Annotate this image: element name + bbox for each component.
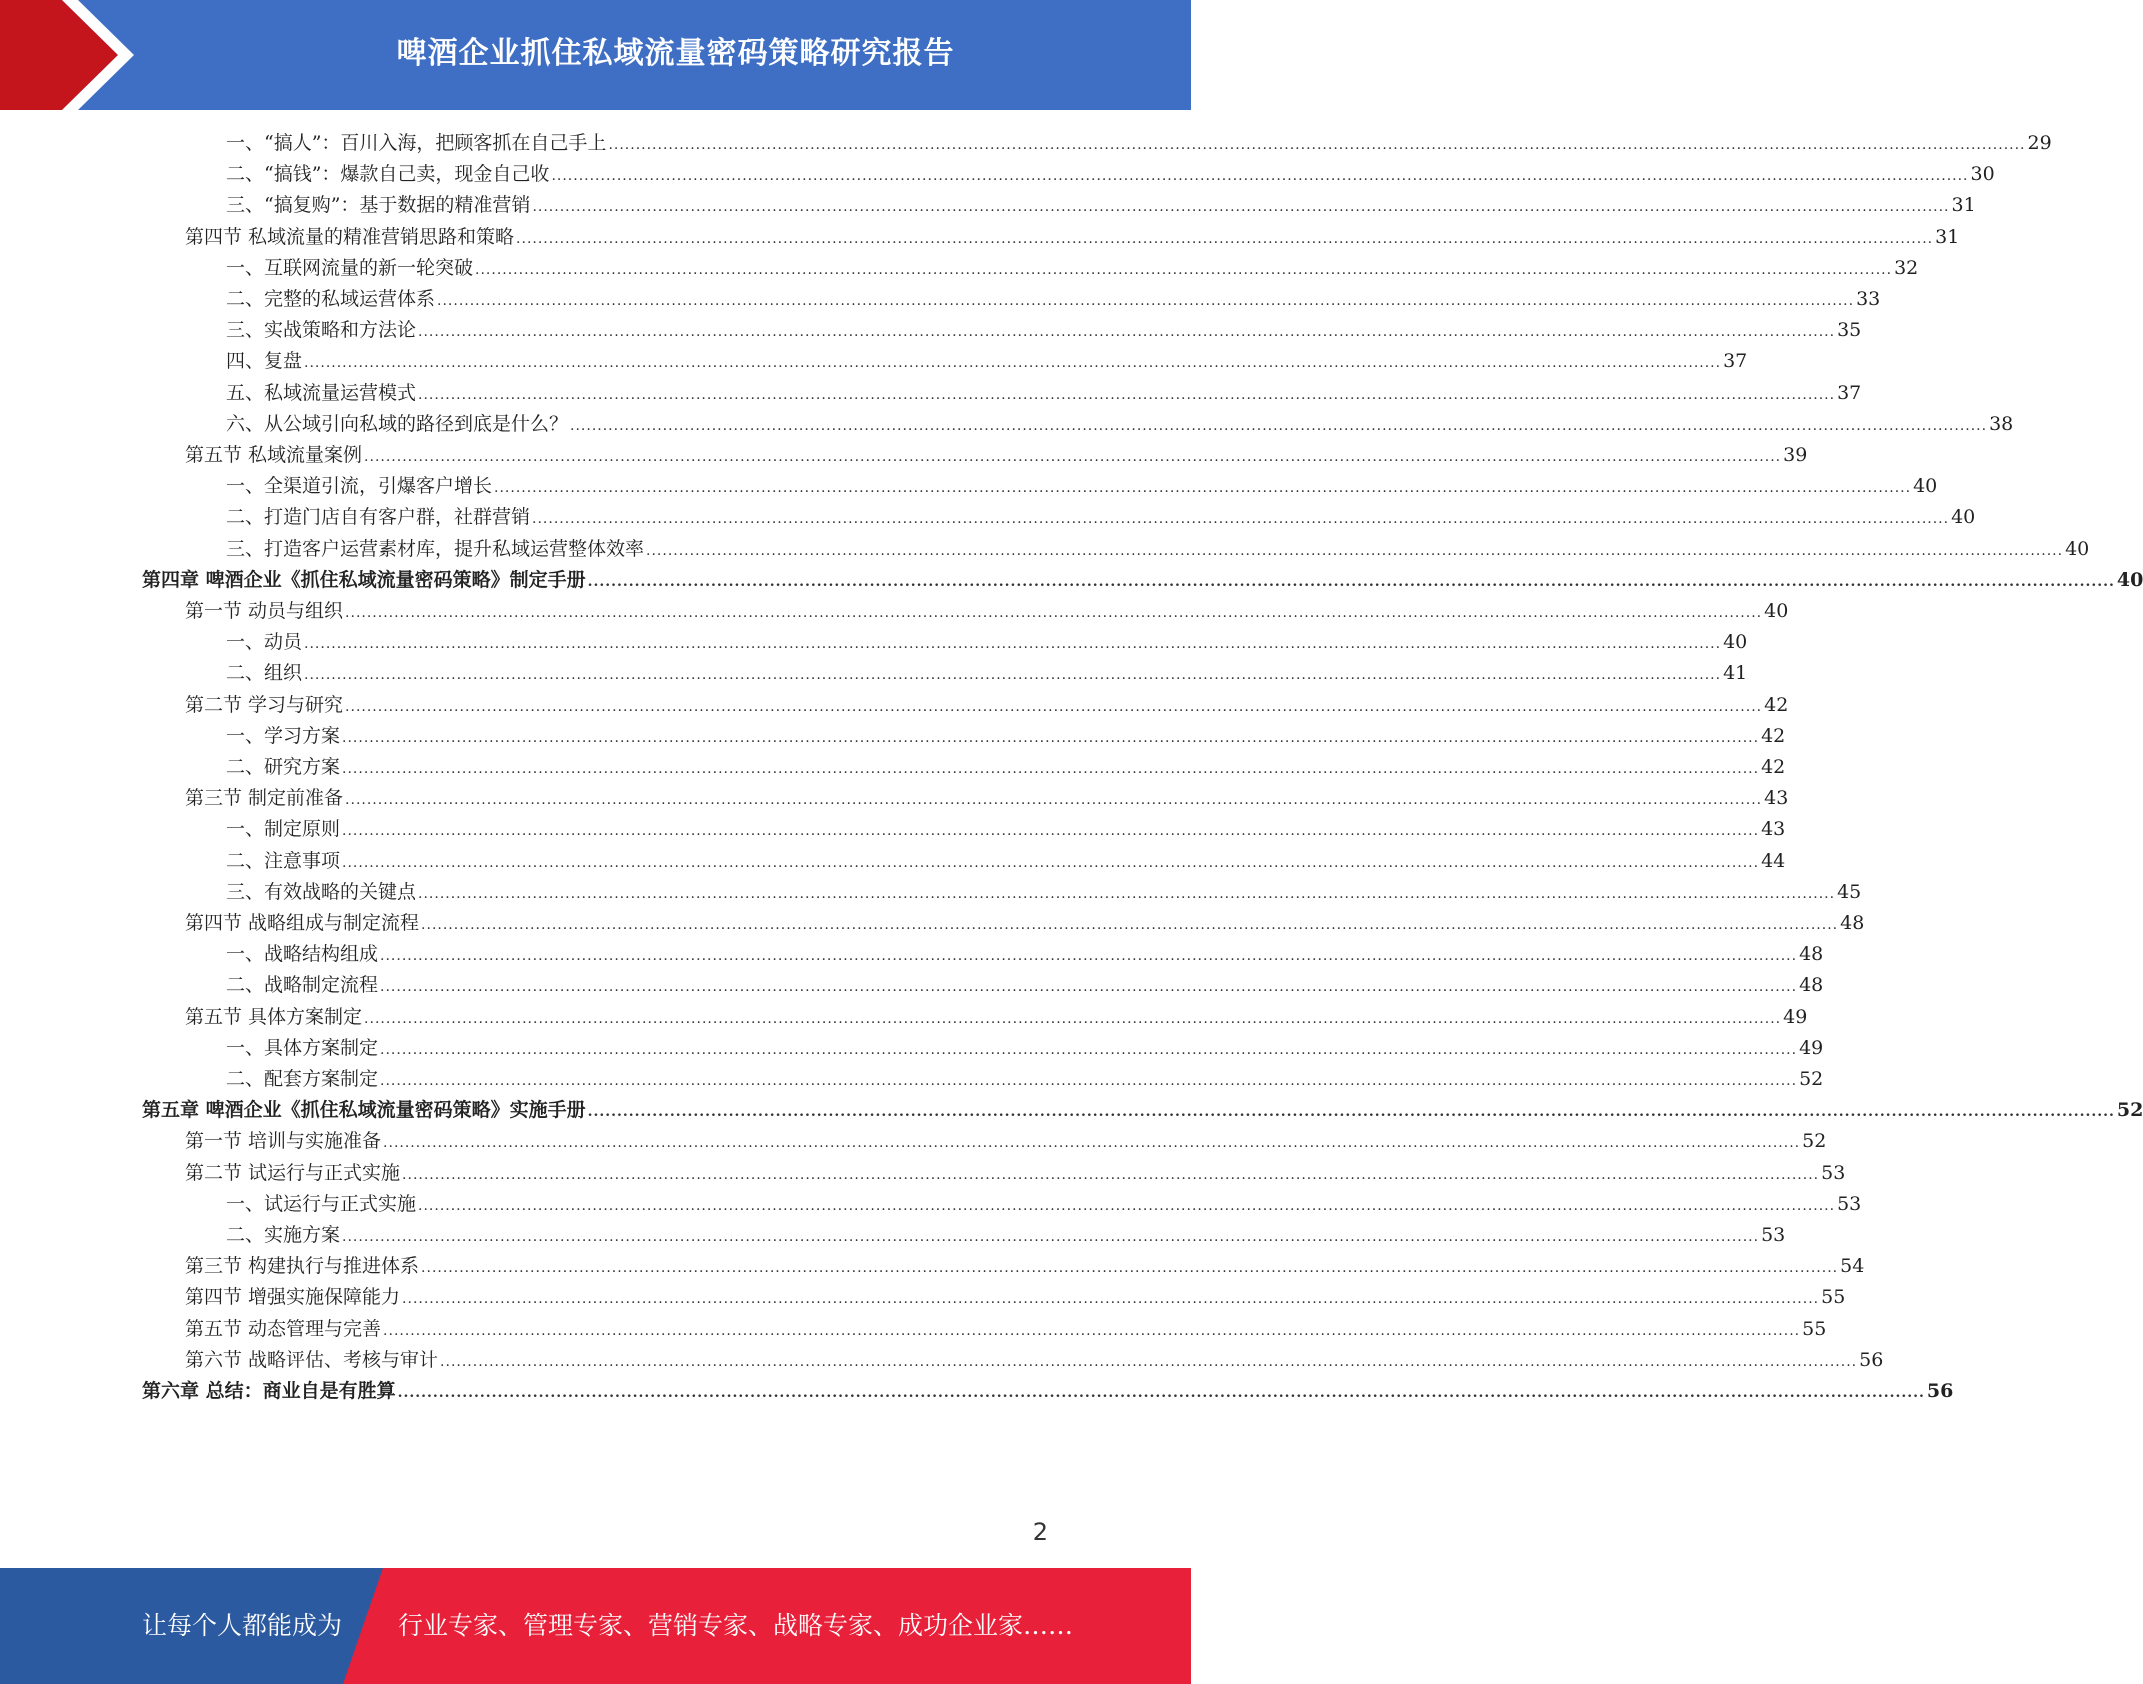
toc-dot-leader: .................................................................................................................................................................................................................................................................... [421, 917, 1839, 933]
toc-dot-leader: .................................................................................................................................................................................................................................................................... [532, 511, 1950, 528]
toc-entry-page: 31 [1935, 225, 1960, 248]
toc-entry-page: 29 [2027, 132, 2052, 154]
toc-entry[interactable] [226, 128, 2052, 159]
toc-dot-leader: .................................................................................................................................................................................................................................................................... [402, 1291, 1820, 1308]
toc-dot-leader: .................................................................................................................................................................................................................................................................... [418, 1197, 1836, 1214]
toc-entry-page: 32 [1894, 256, 1919, 279]
toc-entry-page: 55 [1802, 1317, 1827, 1340]
toc-entry-page: 42 [1761, 756, 1786, 778]
toc-dot-leader: .................................................................................................................................................................................................................................................................... [587, 1104, 2115, 1121]
toc-entry[interactable] [142, 1095, 2143, 1126]
toc-entry-title: 五、私域流量运营模式 [226, 381, 417, 404]
toc-entry-page: 52 [1799, 1068, 1824, 1090]
toc-entry-title: 一、全渠道引流，引爆客户增长 [226, 475, 493, 498]
toc-dot-leader: .................................................................................................................................................................................................................................................................... [342, 854, 1760, 871]
toc-entry-page: 37 [1837, 381, 1862, 404]
toc-entry-page: 35 [1837, 319, 1862, 342]
toc-entry-title: 二、组织 [226, 662, 303, 685]
toc-entry-page: 53 [1837, 1192, 1862, 1215]
footer-slogan-right: 行业专家、管理专家、营销专家、战略专家、成功企业家…… [398, 1611, 1074, 1640]
toc-entry-title: 第五节 动态管理与完善 [185, 1317, 382, 1340]
toc-entry-page: 56 [1926, 1380, 1954, 1402]
toc-entry[interactable] [226, 502, 1976, 533]
toc-entry[interactable] [185, 1126, 1827, 1157]
toc-entry-title: 一、“搞人”：百川入海，把顾客抓在自己手上 [226, 132, 607, 154]
toc-entry[interactable] [226, 939, 1824, 970]
page-footer [0, 1568, 1191, 1684]
toc-dot-leader: .................................................................................................................................................................................................................................................................... [570, 417, 1988, 434]
toc-entry-page: 53 [1821, 1161, 1846, 1184]
toc-entry[interactable] [226, 752, 1786, 783]
toc-entry-page: 52 [2116, 1099, 2143, 1122]
toc-entry[interactable] [226, 284, 1881, 315]
toc-entry-page: 56 [1859, 1348, 1884, 1371]
toc-entry-page: 49 [1799, 1036, 1824, 1059]
toc-entry[interactable] [185, 440, 1808, 471]
toc-entry-page: 52 [1802, 1130, 1827, 1153]
toc-entry-title: 第一节 动员与组织 [185, 600, 344, 622]
toc-entry-title: 三、实战策略和方法论 [226, 319, 417, 342]
toc-entry[interactable] [226, 409, 2014, 440]
toc-dot-leader: .................................................................................................................................................................................................................................................................... [551, 168, 1969, 185]
toc-entry-title: 一、动员 [226, 631, 303, 654]
toc-entry-page: 53 [1761, 1224, 1786, 1246]
toc-dot-leader: .................................................................................................................................................................................................................................................................... [494, 480, 1912, 497]
toc-entry-title: 一、试运行与正式实施 [226, 1192, 417, 1215]
toc-entry-title: 二、打造门店自有客户群，社群营销 [226, 506, 531, 529]
toc-entry-page: 45 [1837, 880, 1862, 903]
toc-entry[interactable] [226, 658, 1748, 689]
toc-entry[interactable] [185, 690, 1789, 721]
toc-entry[interactable] [185, 908, 1865, 939]
toc-entry-title: 第三节 制定前准备 [185, 787, 344, 810]
toc-entry-title: 三、打造客户运营素材库，提升私域运营整体效率 [226, 537, 645, 560]
toc-entry-title: 二、实施方案 [226, 1224, 341, 1246]
toc-dot-leader: .................................................................................................................................................................................................................................................................... [345, 792, 1763, 809]
toc-entry[interactable] [226, 534, 2090, 565]
toc-entry[interactable] [185, 222, 1960, 253]
toc-dot-leader: .................................................................................................................................................................................................................................................................... [345, 698, 1763, 715]
toc-entry-page: 43 [1761, 818, 1786, 841]
toc-entry-title: 二、注意事项 [226, 849, 341, 872]
toc-entry-page: 40 [2116, 568, 2143, 591]
toc-dot-leader: .................................................................................................................................................................................................................................................................... [418, 885, 1836, 902]
toc-dot-leader: .................................................................................................................................................................................................................................................................... [304, 667, 1722, 684]
toc-entry-page: 38 [1989, 412, 2014, 435]
toc-entry[interactable] [185, 1158, 1846, 1189]
toc-entry-page: 37 [1723, 350, 1748, 373]
toc-entry-page: 40 [1913, 475, 1938, 498]
toc-entry-title: 二、“搞钱”：爆款自己卖，现金自己收 [226, 163, 550, 186]
toc-entry[interactable] [226, 877, 1862, 908]
toc-entry-page: 39 [1783, 444, 1808, 466]
toc-dot-leader: .................................................................................................................................................................................................................................................................... [304, 636, 1722, 653]
toc-entry-title: 第四章 啤酒企业《抓住私域流量密码策略》制定手册 [142, 568, 586, 591]
toc-entry[interactable] [185, 783, 1789, 814]
toc-entry[interactable] [226, 814, 1786, 845]
toc-entry[interactable] [185, 1251, 1865, 1282]
toc-dot-leader: .................................................................................................................................................................................................................................................................... [342, 823, 1760, 840]
toc-entry[interactable] [226, 627, 1748, 658]
toc-entry-title: 第一节 培训与实施准备 [185, 1130, 382, 1153]
toc-entry[interactable] [226, 846, 1786, 877]
toc-dot-leader: .................................................................................................................................................................................................................................................................... [380, 948, 1798, 965]
toc-dot-leader: .................................................................................................................................................................................................................................................................... [418, 386, 1836, 403]
toc-entry-page: 33 [1856, 288, 1881, 310]
toc-entry-page: 40 [1951, 506, 1976, 529]
toc-entry-page: 41 [1723, 662, 1748, 685]
toc-entry[interactable] [142, 1376, 1954, 1407]
toc-dot-leader: .................................................................................................................................................................................................................................................................... [364, 449, 1782, 465]
toc-entry-page: 48 [1840, 912, 1865, 934]
toc-dot-leader: .................................................................................................................................................................................................................................................................... [437, 293, 1855, 309]
toc-entry[interactable] [185, 1282, 1846, 1313]
toc-entry-title: 二、完整的私域运营体系 [226, 288, 436, 310]
toc-entry[interactable] [185, 596, 1789, 627]
toc-dot-leader: .................................................................................................................................................................................................................................................................... [304, 355, 1722, 372]
toc-dot-leader: .................................................................................................................................................................................................................................................................... [516, 230, 1934, 247]
toc-entry-title: 第六节 战略评估、考核与审计 [185, 1348, 439, 1371]
toc-entry-title: 第二节 试运行与正式实施 [185, 1161, 401, 1184]
page-number: 2 [1032, 1518, 1048, 1546]
toc-entry-page: 40 [1723, 631, 1748, 654]
toc-dot-leader: .................................................................................................................................................................................................................................................................... [402, 1166, 1820, 1183]
toc-entry-page: 49 [1783, 1005, 1808, 1028]
toc-dot-leader: .................................................................................................................................................................................................................................................................... [364, 1010, 1782, 1027]
toc-entry-title: 第五节 私域流量案例 [185, 444, 363, 466]
toc-entry-title: 一、制定原则 [226, 818, 341, 841]
toc-entry-page: 48 [1799, 943, 1824, 966]
footer-slogan-left: 让每个人都能成为 [142, 1611, 343, 1640]
chevron-arrow-icon [0, 0, 160, 110]
toc-entry[interactable] [226, 1064, 1824, 1095]
toc-entry[interactable] [226, 315, 1862, 346]
toc-entry[interactable] [142, 565, 2143, 596]
toc-dot-leader: .................................................................................................................................................................................................................................................................... [342, 1229, 1760, 1245]
toc-dot-leader: .................................................................................................................................................................................................................................................................... [646, 542, 2064, 559]
toc-entry-page: 44 [1761, 849, 1786, 872]
toc-entry-title: 三、“搞复购”：基于数据的精准营销 [226, 194, 531, 217]
page-header [0, 0, 1191, 110]
toc-entry[interactable] [185, 1002, 1808, 1033]
toc-dot-leader: .................................................................................................................................................................................................................................................................... [397, 1385, 1925, 1401]
toc-dot-leader: .................................................................................................................................................................................................................................................................... [342, 729, 1760, 746]
toc-entry[interactable] [226, 1220, 1786, 1251]
toc-entry-page: 40 [1764, 600, 1789, 622]
toc-entry-title: 一、学习方案 [226, 724, 341, 747]
toc-entry-title: 六、从公域引向私域的路径到底是什么？ [226, 412, 569, 435]
toc-entry-title: 第四节 私域流量的精准营销思路和策略 [185, 225, 515, 248]
toc-entry-title: 一、互联网流量的新一轮突破 [226, 256, 474, 279]
toc-entry[interactable] [226, 190, 1976, 221]
toc-dot-leader: .................................................................................................................................................................................................................................................................... [380, 1073, 1798, 1089]
toc-entry-page: 42 [1764, 693, 1789, 716]
toc-entry-page: 54 [1840, 1255, 1865, 1278]
toc-dot-leader: .................................................................................................................................................................................................................................................................... [440, 1353, 1858, 1370]
toc-entry-title: 一、战略结构组成 [226, 943, 379, 966]
toc-entry[interactable] [226, 159, 1995, 190]
toc-dot-leader: .................................................................................................................................................................................................................................................................... [421, 1260, 1839, 1277]
toc-dot-leader: .................................................................................................................................................................................................................................................................... [380, 979, 1798, 996]
toc-entry-page: 48 [1799, 974, 1824, 997]
toc-entry-page: 40 [2065, 537, 2090, 560]
toc-entry-title: 一、具体方案制定 [226, 1036, 379, 1059]
toc-entry-title: 第四节 增强实施保障能力 [185, 1286, 401, 1309]
toc-entry[interactable] [226, 970, 1824, 1001]
toc-dot-leader: .................................................................................................................................................................................................................................................................... [380, 1041, 1798, 1058]
toc-entry-page: 42 [1761, 724, 1786, 747]
toc-entry[interactable] [226, 1033, 1824, 1064]
toc-entry-title: 四、复盘 [226, 350, 303, 373]
toc-dot-leader: .................................................................................................................................................................................................................................................................... [345, 605, 1763, 621]
toc-entry-title: 第五节 具体方案制定 [185, 1005, 363, 1028]
toc-entry-title: 二、配套方案制定 [226, 1068, 379, 1090]
toc-dot-leader: .................................................................................................................................................................................................................................................................... [608, 137, 2026, 153]
toc-entry[interactable] [185, 1314, 1827, 1345]
toc-dot-leader: .................................................................................................................................................................................................................................................................... [383, 1322, 1801, 1339]
toc-entry-title: 第三节 构建执行与推进体系 [185, 1255, 420, 1278]
toc-entry-title: 第六章 总结：商业自是有胜算 [142, 1380, 396, 1402]
toc-entry[interactable] [226, 378, 1862, 409]
toc-entry[interactable] [226, 346, 1748, 377]
toc-dot-leader: .................................................................................................................................................................................................................................................................... [587, 573, 2115, 590]
toc-entry-title: 第四节 战略组成与制定流程 [185, 912, 420, 934]
toc-entry-title: 第二节 学习与研究 [185, 693, 344, 716]
document-title: 啤酒企业抓住私域流量密码策略研究报告 [396, 36, 955, 71]
toc-entry-page: 31 [1951, 194, 1976, 217]
toc-entry[interactable] [226, 253, 1919, 284]
toc-entry[interactable] [226, 471, 1938, 502]
toc-entry-title: 三、有效战略的关键点 [226, 880, 417, 903]
toc-entry[interactable] [226, 721, 1786, 752]
toc-entry[interactable] [226, 1189, 1862, 1220]
toc-entry-page: 43 [1764, 787, 1789, 810]
toc-dot-leader: .................................................................................................................................................................................................................................................................... [383, 1135, 1801, 1152]
toc-dot-leader: .................................................................................................................................................................................................................................................................... [475, 261, 1893, 278]
toc-dot-leader: .................................................................................................................................................................................................................................................................... [418, 324, 1836, 341]
toc-entry-page: 30 [1970, 163, 1995, 186]
toc-dot-leader: .................................................................................................................................................................................................................................................................... [342, 761, 1760, 777]
toc-entry-page: 55 [1821, 1286, 1846, 1309]
toc-entry-title: 第五章 啤酒企业《抓住私域流量密码策略》实施手册 [142, 1099, 586, 1122]
toc-dot-leader: .................................................................................................................................................................................................................................................................... [532, 199, 1950, 216]
toc-entry-title: 二、研究方案 [226, 756, 341, 778]
toc-entry-title: 二、战略制定流程 [226, 974, 379, 997]
toc-entry[interactable] [185, 1345, 1884, 1376]
